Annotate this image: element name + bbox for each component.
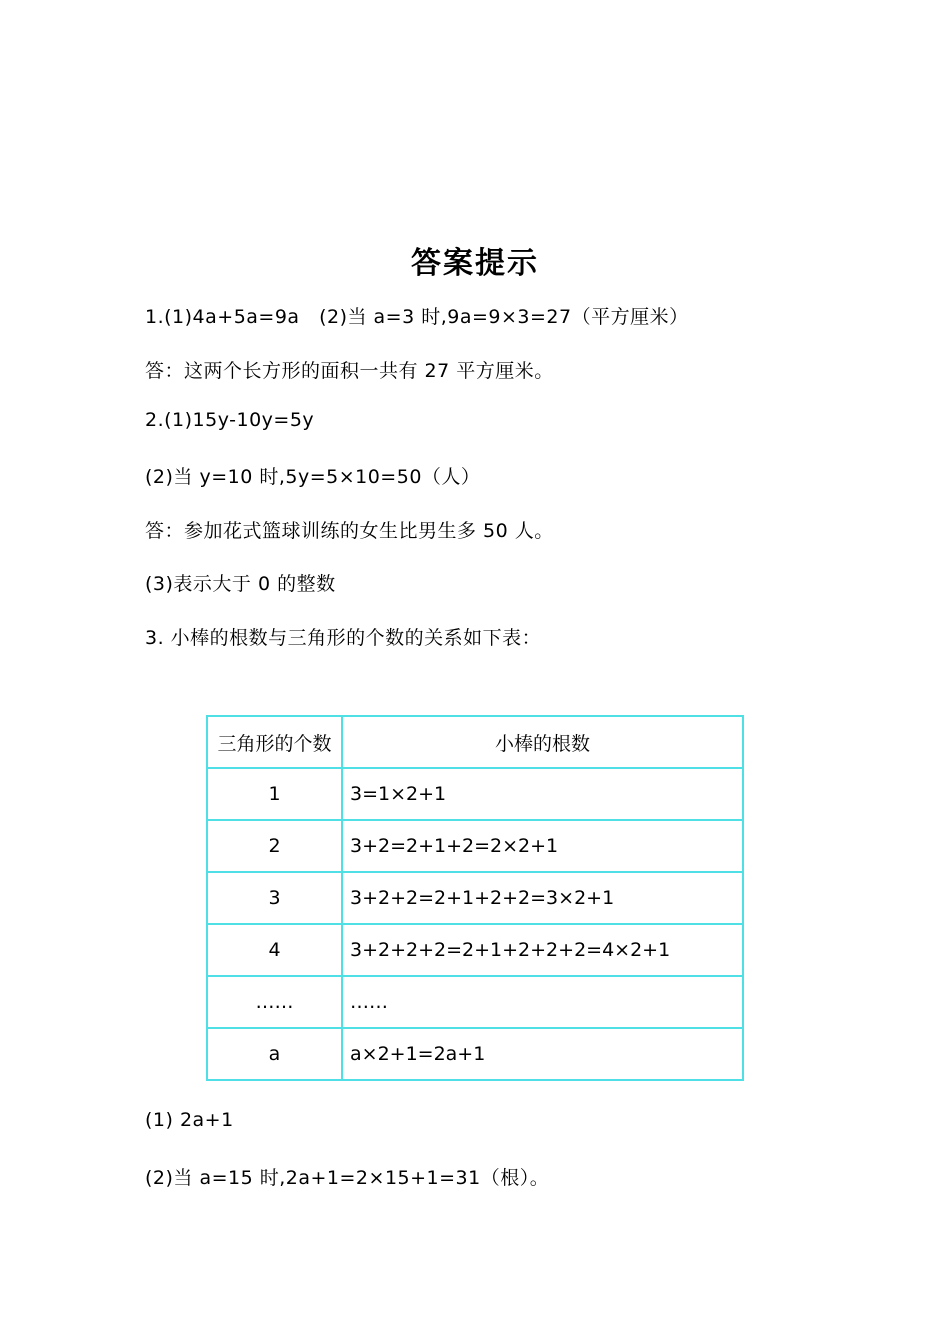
table-cell: ……: [207, 976, 342, 1028]
q3-part2: (2)当 a=15 时,2a+1=2×15+1=31（根）。: [145, 1167, 550, 1189]
table-cell: 3: [207, 872, 342, 924]
q2-part3: (3)表示大于 0 的整数: [145, 573, 336, 595]
table-row: [207, 820, 743, 872]
relation-table: [206, 715, 744, 1081]
table-cell: 3+2+2=2+1+2+2=3×2+1: [342, 872, 743, 924]
table-row: [207, 1028, 743, 1080]
q2-part1: 2.(1)15y-10y=5y: [145, 409, 315, 431]
page-title: 答案提示: [411, 246, 539, 281]
q1-answer: 答：这两个长方形的面积一共有 27 平方厘米。: [145, 360, 554, 382]
table-cell: a×2+1=2a+1: [342, 1028, 743, 1080]
table-cell: a: [207, 1028, 342, 1080]
q2-answer: 答：参加花式篮球训练的女生比男生多 50 人。: [145, 520, 554, 542]
table-header-cell: 三角形的个数: [207, 716, 342, 768]
table-header-row: [207, 716, 743, 768]
q3-intro: 3. 小棒的根数与三角形的个数的关系如下表：: [145, 627, 542, 649]
table-row: [207, 976, 743, 1028]
table-cell: ……: [342, 976, 743, 1028]
table-cell: 1: [207, 768, 342, 820]
table-row: [207, 872, 743, 924]
table-cell: 3=1×2+1: [342, 768, 743, 820]
table-header-cell: 小棒的根数: [342, 716, 743, 768]
table-cell: 3+2+2+2=2+1+2+2+2=4×2+1: [342, 924, 743, 976]
table-cell: 3+2=2+1+2=2×2+1: [342, 820, 743, 872]
q3-part1: (1) 2a+1: [145, 1109, 234, 1131]
table-row: [207, 924, 743, 976]
q1-solution: 1.(1)4a+5a=9a (2)当 a=3 时,9a=9×3=27（平方厘米）: [145, 306, 689, 328]
table-cell: 2: [207, 820, 342, 872]
table-row: [207, 768, 743, 820]
q2-part2: (2)当 y=10 时,5y=5×10=50（人）: [145, 466, 481, 488]
table-cell: 4: [207, 924, 342, 976]
